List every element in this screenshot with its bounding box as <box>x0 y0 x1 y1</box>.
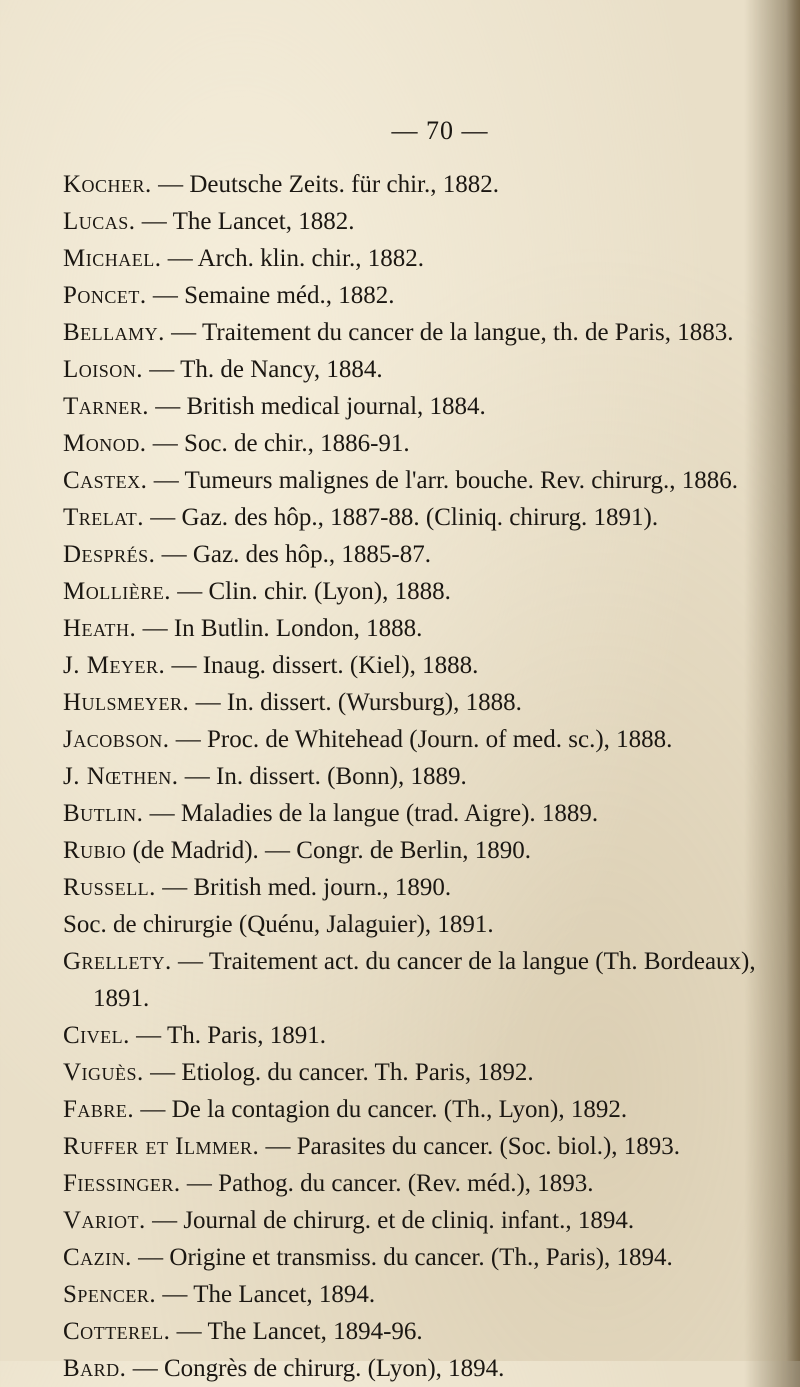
bibliography-entry <box>63 314 778 351</box>
bibliography-entry <box>63 388 778 425</box>
entry-author: Trelat. <box>63 504 145 531</box>
entry-author: Civel. <box>63 1022 130 1049</box>
entry-text: — Deutsche Zeits. für chir., 1882. <box>151 171 499 198</box>
entry-author: Bard. <box>63 1355 127 1382</box>
entry-author: Castex. <box>63 467 148 494</box>
entry-author: J. Meyer. <box>63 652 166 679</box>
entry-text: — The Lancet, 1894. <box>156 1281 376 1308</box>
entry-author: Spencer. <box>63 1281 157 1308</box>
bibliography-entry <box>63 869 778 906</box>
entry-author: Russell. <box>63 874 156 901</box>
entry-author: Fabre. <box>63 1096 135 1123</box>
entry-text: — Congrès de chirurg. (Lyon), 1894. <box>126 1355 505 1382</box>
bibliography-entry <box>63 166 778 203</box>
entry-text: — Proc. de Whitehead (Journ. of med. sc.), 1888. <box>169 726 673 753</box>
entry-text: — Origine et transmiss. du cancer. (Th., Paris), 1894. <box>131 1244 673 1271</box>
entry-text: — Parasites du cancer. (Soc. biol.), 1893. <box>259 1133 681 1160</box>
entry-text: — Th. Paris, 1891. <box>129 1022 326 1049</box>
entry-text: — Traitement du cancer de la langue, th. de Paris, 1883. <box>164 319 734 346</box>
entry-author: Monod. <box>63 430 147 457</box>
bibliography-entry <box>63 1239 778 1276</box>
entry-author: Poncet. <box>63 282 147 309</box>
entry-author: Viguès. <box>63 1059 144 1086</box>
entry-author: Michael. <box>63 245 162 272</box>
bibliography-list <box>63 166 778 1387</box>
bibliography-entry <box>63 1165 778 1202</box>
entry-author: Fiessinger. <box>63 1170 181 1197</box>
entry-text: — The Lancet, 1882. <box>135 208 355 235</box>
entry-text: Soc. de chirurgie (Quénu, Jalaguier), 1891. <box>63 911 494 938</box>
bibliography-entry <box>63 795 778 832</box>
entry-text: — Tumeurs malignes de l'arr. bouche. Rev. chirurg., 1886. <box>147 467 738 494</box>
entry-author: Jacobson. <box>63 726 170 753</box>
bibliography-entry <box>63 832 778 869</box>
entry-author: J. Nœthen. <box>63 763 179 790</box>
entry-text: — In Butlin. London, 1888. <box>136 615 423 642</box>
entry-author: Kocher. <box>63 171 152 198</box>
bibliography-entry <box>63 906 778 943</box>
bibliography-entry <box>63 425 778 462</box>
entry-author: Butlin. <box>63 800 144 827</box>
bibliography-entry <box>63 351 778 388</box>
bibliography-entry <box>63 277 778 314</box>
page-edge-shadow <box>786 0 800 1361</box>
bibliography-entry <box>63 943 778 1017</box>
bibliography-entry <box>63 573 778 610</box>
entry-text: — Soc. de chir., 1886-91. <box>146 430 410 457</box>
bibliography-entry <box>63 1128 778 1165</box>
entry-author: Cotterel. <box>63 1318 171 1345</box>
bibliography-entry <box>63 1202 778 1239</box>
entry-author: Loison. <box>63 356 144 383</box>
entry-text: — Etiolog. du cancer. Th. Paris, 1892. <box>143 1059 534 1086</box>
entry-author: Després. <box>63 541 156 568</box>
bibliography-entry <box>63 203 778 240</box>
entry-text: — Gaz. des hôp., 1885-87. <box>155 541 431 568</box>
entry-text: — Arch. klin. chir., 1882. <box>161 245 424 272</box>
entry-text: — Traitement act. du cancer de la langue (Th. Bordeaux), 1891. <box>93 948 756 1012</box>
bibliography-entry <box>63 1054 778 1091</box>
entry-author: Variot. <box>63 1207 146 1234</box>
entry-text: — Maladies de la langue (trad. Aigre). 1889. <box>143 800 599 827</box>
bibliography-entry <box>63 462 778 499</box>
entry-author: Cazin. <box>63 1244 132 1271</box>
bibliography-entry <box>63 1091 778 1128</box>
entry-text: — British med. journ., 1890. <box>155 874 452 901</box>
entry-author: Lucas. <box>63 208 136 235</box>
entry-author: Hulsmeyer. <box>63 689 190 716</box>
entry-text: — De la contagion du cancer. (Th., Lyon), 1892. <box>134 1096 628 1123</box>
bibliography-entry <box>63 536 778 573</box>
bibliography-entry <box>63 1350 778 1387</box>
entry-author: Mollière. <box>63 578 171 605</box>
bibliography-entry <box>63 1313 778 1350</box>
bibliography-entry <box>63 499 778 536</box>
entry-author: Tarner. <box>63 393 150 420</box>
bibliography-entry <box>63 647 778 684</box>
bibliography-entry <box>63 721 778 758</box>
entry-text: — British medical journal, 1884. <box>149 393 486 420</box>
entry-text: — Inaug. dissert. (Kiel), 1888. <box>165 652 479 679</box>
entry-text: — Gaz. des hôp., 1887-88. (Cliniq. chirurg. 1891). <box>144 504 659 531</box>
bibliography-entry <box>63 240 778 277</box>
entry-text: (de Madrid). — Congr. de Berlin, 1890. <box>126 837 531 864</box>
entry-text: — In. dissert. (Wursburg), 1888. <box>189 689 522 716</box>
bibliography-entry <box>63 1276 778 1313</box>
entry-text: — In. dissert. (Bonn), 1889. <box>178 763 467 790</box>
entry-author: Bellamy. <box>63 319 165 346</box>
page-number: — 70 — <box>391 116 489 145</box>
entry-author: Rubio <box>63 837 127 864</box>
entry-author: Heath. <box>63 615 137 642</box>
entry-text: — Th. de Nancy, 1884. <box>143 356 383 383</box>
bibliography-entry <box>63 684 778 721</box>
entry-text: — The Lancet, 1894-96. <box>170 1318 423 1345</box>
bibliography-entry <box>63 758 778 795</box>
bibliography-entry <box>63 1017 778 1054</box>
entry-author: Ruffer et Ilmmer. <box>63 1133 260 1160</box>
entry-text: — Journal de chirurg. et de cliniq. infant., 1894. <box>145 1207 635 1234</box>
entry-text: — Clin. chir. (Lyon), 1888. <box>170 578 451 605</box>
bibliography-entry <box>63 610 778 647</box>
entry-text: — Semaine méd., 1882. <box>146 282 395 309</box>
entry-author: Grellety. <box>63 948 172 975</box>
entry-text: — Pathog. du cancer. (Rev. méd.), 1893. <box>180 1170 594 1197</box>
